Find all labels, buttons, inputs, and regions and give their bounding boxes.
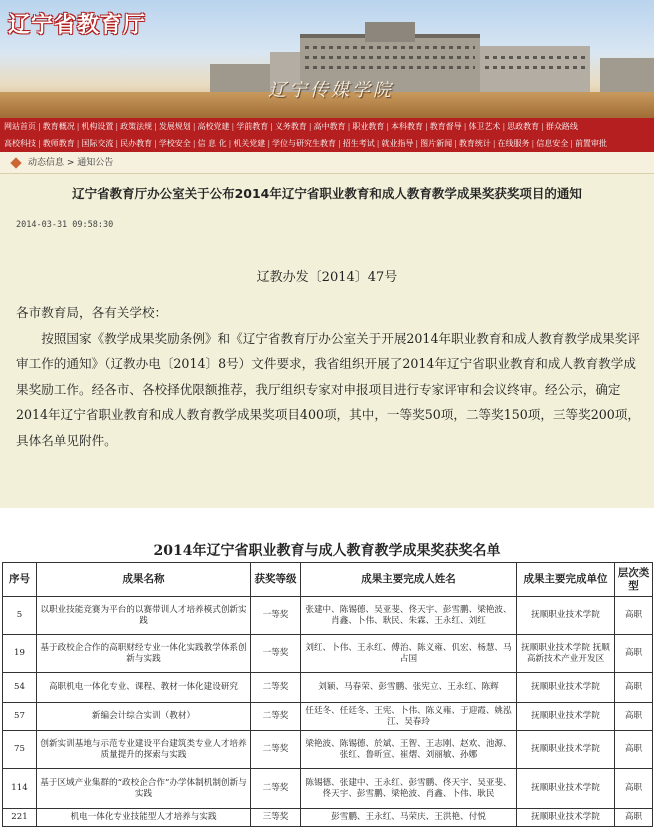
nav-item-row1-9[interactable]: 职业教育 [352,122,385,131]
header-unit: 成果主要完成单位 [517,563,615,597]
cell-people: 张建中、陈锡德、吴亚斐、佟天宇、彭雪鹏、梁艳波、肖鑫、卜伟、耿民、朱霖、王永红、刘红 [301,597,517,635]
cell-level: 三等奖 [251,809,301,827]
table-row [3,635,653,673]
banner-windows [305,56,475,59]
cell-no: 75 [3,731,37,769]
cell-unit: 抚顺职业技术学院 [517,673,615,703]
nav-item-row2-9[interactable]: 就业指导 [381,139,414,148]
cell-unit: 抚顺职业技术学院 [517,703,615,731]
breadcrumb-link-news[interactable]: 动态信息 [28,158,65,168]
nav-separator: | [154,122,157,131]
table-row [3,597,653,635]
site-title[interactable]: 辽宁省教育厅 [8,13,147,38]
nav-separator: | [338,139,341,148]
document-body [16,300,642,453]
nav-separator: | [541,122,544,131]
nav-separator: | [154,139,157,148]
cell-unit: 抚顺职业技术学院 [517,597,615,635]
nav-row-2 [0,135,654,152]
nav-separator: | [531,139,535,148]
nav-separator: | [386,122,390,131]
nav-item-row2-11[interactable]: 教育统计 [458,139,491,148]
nav-separator: | [38,122,41,131]
banner-caption: 辽宁传媒学院 [268,80,394,101]
nav-item-row2-0[interactable]: 高校科技 [4,139,36,148]
nav-separator: | [231,122,235,131]
cell-no: 221 [3,809,37,827]
cell-level: 二等奖 [251,769,301,809]
cell-people: 彭雪鹏、王永红、马荣庆、王洪艳、付悦 [301,809,517,827]
table-row [3,703,653,731]
cell-level: 一等奖 [251,635,301,673]
document-number: 辽教办发〔2014〕47号 [256,270,398,285]
cell-no: 57 [3,703,37,731]
cell-name: 高职机电一体化专业、课程、教材一体化建设研究 [37,673,251,703]
cell-type: 高职 [615,673,653,703]
nav-item-row2-10[interactable]: 图片新闻 [420,139,453,148]
nav-separator: | [308,122,312,131]
nav-item-row2-3[interactable]: 民办教育 [120,139,153,148]
cell-type: 高职 [615,635,653,673]
nav-item-row2-4[interactable]: 学校安全 [158,139,191,148]
publish-date: 2014-03-31 09:58:30 [16,220,114,230]
nav-separator: | [38,139,41,148]
cell-no: 19 [3,635,37,673]
cell-people: 陈锡德、张建中、王永红、彭雪鹏、佟天宇、吴亚斐、佟天宇、彭雪鹏、梁艳波、肖鑫、卜伟、耿民 [301,769,517,809]
cell-name: 基于政校企合作的高职财经专业一体化实践教学体系创新与实践 [37,635,251,673]
nav-item-row1-11[interactable]: 教育督导 [429,122,462,131]
page-title: 辽宁省教育厅办公室关于公布2014年辽宁省职业教育和成人教育教学成果奖获奖项目的通知 [72,186,582,201]
cell-level: 一等奖 [251,597,301,635]
content-panel [0,174,654,508]
nav-item-row1-6[interactable]: 学前教育 [236,122,269,131]
cell-no: 114 [3,769,37,809]
nav-item-row1-2[interactable]: 机构设置 [81,122,114,131]
nav-separator: | [228,139,232,148]
cell-name: 机电一体化专业技能型人才培养与实践 [37,809,251,827]
cell-level: 二等奖 [251,731,301,769]
table-row [3,769,653,809]
nav-item-row1-0[interactable]: 网站首页 [4,122,36,131]
main-nav [0,118,654,152]
nav-item-row2-12[interactable]: 在线服务 [497,139,530,148]
nav-item-row1-10[interactable]: 本科教育 [391,122,424,131]
cell-type: 高职 [615,769,653,809]
cell-unit: 抚顺职业技术学院 [517,731,615,769]
banner-windows [485,56,585,59]
nav-item-row1-5[interactable]: 高校党建 [197,122,230,131]
cell-unit: 抚顺职业技术学院 抚顺高新技术产业开发区 [517,635,615,673]
cell-name: 基于区域产业集群的“政校企合作”办学体制机制创新与实践 [37,769,251,809]
header-level: 获奖等级 [251,563,301,597]
nav-item-row2-2[interactable]: 国际交流 [81,139,114,148]
cell-name: 新编会计综合实训（教材） [37,703,251,731]
header-type: 层次类型 [615,563,653,597]
breadcrumb-separator: > [64,158,78,168]
nav-separator: | [376,139,380,148]
nav-item-row1-8[interactable]: 高中教育 [313,122,346,131]
nav-item-row1-7[interactable]: 义务教育 [274,122,307,131]
cell-level: 二等奖 [251,673,301,703]
nav-item-row1-13[interactable]: 思政教育 [507,122,540,131]
cell-level: 二等奖 [251,703,301,731]
banner-building [480,46,590,92]
nav-separator: | [454,139,457,148]
site-banner [0,0,654,118]
nav-item-row1-1[interactable]: 教育概况 [42,122,75,131]
cell-name: 创新实训基地与示范专业建设平台建筑类专业人才培养质量提升的探索与实践 [37,731,251,769]
banner-building [600,58,654,92]
nav-separator: | [115,139,119,148]
header-no: 序号 [3,563,37,597]
table-header-row [3,563,653,597]
salutation: 各市教育局，各有关学校： [16,305,168,320]
nav-separator: | [492,139,496,148]
nav-separator: | [502,122,506,131]
header-people: 成果主要完成人姓名 [301,563,517,597]
table-row [3,673,653,703]
nav-separator: | [76,122,80,131]
nav-item-row1-14[interactable]: 群众路线 [545,122,578,131]
nav-separator: | [76,139,80,148]
cell-name: 以职业技能竞赛为平台的以赛带训人才培养模式创新实践 [37,597,251,635]
banner-windows [305,46,475,49]
nav-item-row2-7[interactable]: 学位与研究生教育 [272,139,337,148]
nav-separator: | [267,139,271,148]
nav-item-row2-8[interactable]: 招生考试 [342,139,375,148]
cell-unit: 抚顺职业技术学院 [517,809,615,827]
breadcrumb-link-notices[interactable]: 通知公告 [77,158,114,168]
cell-type: 高职 [615,703,653,731]
header-name: 成果名称 [37,563,251,597]
body-paragraph: 按照国家《教学成果奖励条例》和《辽宁省教育厅办公室关于开展2014年职业教育和成人教育教学成果奖评审工作的通知》（辽教办电〔2014〕8号）文件要求，我省组织开展了2014年辽宁省职业教育和成人教育教学成果奖励工作。经各市、各校择优限额推荐，我厅组织专家对申报项目进行专家评审和会议终审。经公示，确定2014年辽宁省职业教育和成人教育教学成果奖项目400项，其中，一等奖50项，二等奖150项，三等奖200项，具体名单见附件。 [16,330,640,448]
nav-item-row2-5[interactable]: 信 息 化 [197,139,227,148]
nav-row-1 [0,118,654,135]
nav-separator: | [570,139,573,148]
nav-item-row1-4[interactable]: 发展规划 [158,122,191,131]
nav-separator: | [347,122,351,131]
nav-item-row2-1[interactable]: 教师教育 [42,139,75,148]
cell-people: 刘红、卜伟、王永红、傅治、陈义雍、仉宏、杨慧、马占国 [301,635,517,673]
cell-people: 刘颖、马春荣、彭雪鹏、张宪立、王永红、陈辉 [301,673,517,703]
awards-table [2,562,653,827]
cell-no: 5 [3,597,37,635]
nav-separator: | [270,122,273,131]
bullet-icon [10,157,21,168]
cell-type: 高职 [615,731,653,769]
nav-item-row1-3[interactable]: 政策法规 [120,122,153,131]
nav-item-row2-6[interactable]: 机关党建 [233,139,266,148]
banner-building-tower [365,22,415,42]
nav-separator: | [192,139,196,148]
breadcrumb [0,152,654,174]
table-title: 2014年辽宁省职业教育与成人教育教学成果奖获奖名单 [153,543,501,559]
cell-unit: 抚顺职业技术学院 [517,769,615,809]
cell-people: 任廷冬、任廷冬、王宪、卜伟、陈义雍、于迎霞、姚泓江、吴春玲 [301,703,517,731]
nav-separator: | [425,122,428,131]
nav-separator: | [115,122,119,131]
nav-item-row2-14[interactable]: 前置审批 [574,139,607,148]
banner-windows [485,66,585,69]
cell-no: 54 [3,673,37,703]
nav-item-row2-13[interactable]: 信息安全 [536,139,569,148]
banner-windows [305,66,475,69]
nav-separator: | [463,122,467,131]
nav-item-row1-12[interactable]: 体卫艺术 [468,122,501,131]
cell-type: 高职 [615,809,653,827]
nav-separator: | [192,122,196,131]
banner-building [210,64,270,92]
cell-people: 梁艳波、陈锡德、於斌、王智、王志刚、赵欢、池源、张红、鲁昕宣、崔熠、刘丽敏、孙娜 [301,731,517,769]
cell-type: 高职 [615,597,653,635]
nav-separator: | [415,139,419,148]
table-row [3,809,653,827]
table-row [3,731,653,769]
